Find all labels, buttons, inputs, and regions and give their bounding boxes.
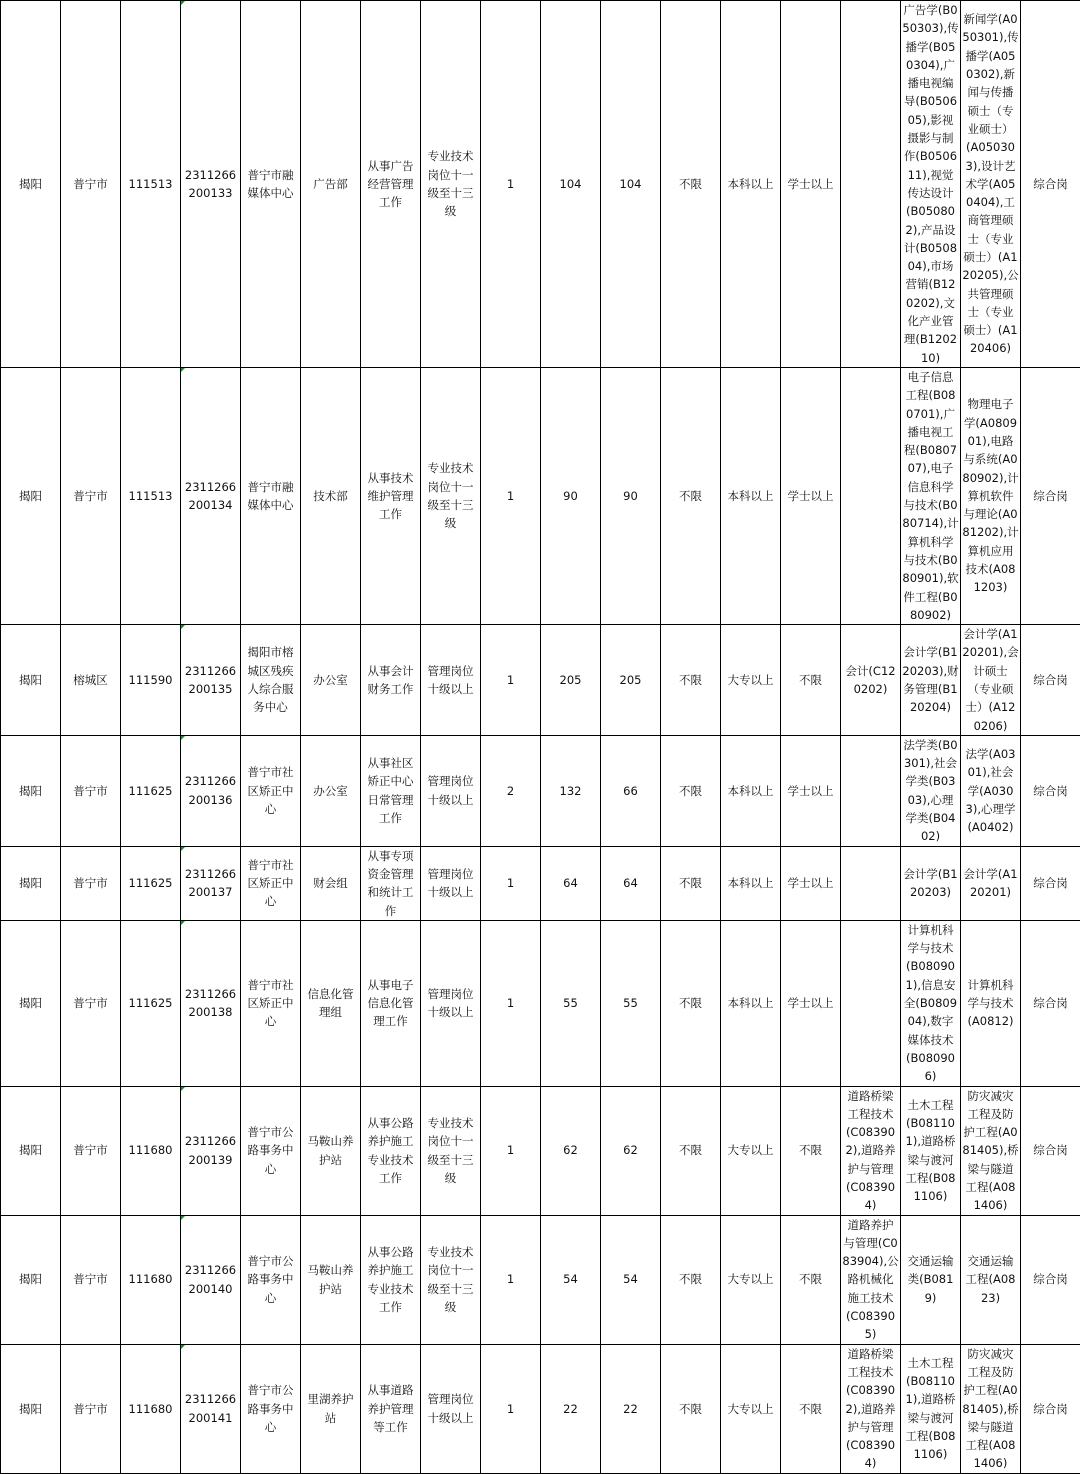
bachelor-major-cell: 会计学(B120203),财务管理(B120204) <box>901 625 961 736</box>
city-cell: 揭阳 <box>1 1344 61 1473</box>
bachelor-major-cell: 电子信息工程(B080701),广播电视工程(B080707),电子信息科学与技术(B080714),计算机科学与技术(B080901),软件工程(B080902) <box>901 367 961 624</box>
post-level-cell: 专业技术岗位十一级至十三级 <box>421 1215 481 1344</box>
city-cell: 揭阳 <box>1 846 61 920</box>
degree-cell: 学士以上 <box>781 920 841 1086</box>
junior-major-cell: 会计(C120202) <box>841 625 901 736</box>
position-code-cell: 2311266200141 <box>181 1344 241 1473</box>
city-cell: 揭阳 <box>1 367 61 624</box>
city-cell: 揭阳 <box>1 1 61 368</box>
category-cell: 综合岗 <box>1021 1 1080 368</box>
unit-code-cell: 111680 <box>121 1086 181 1215</box>
unit-code-cell: 111590 <box>121 625 181 736</box>
post-level-cell: 管理岗位十级以上 <box>421 1344 481 1473</box>
unit-name-cell: 普宁市公路事务中心 <box>241 1215 301 1344</box>
applicant-count-cell: 104 <box>541 1 601 368</box>
county-cell: 普宁市 <box>61 735 121 846</box>
bachelor-major-cell: 土木工程(B081101),道路桥梁与渡河工程(B081106) <box>901 1344 961 1473</box>
table-row <box>1 1344 1080 1473</box>
city-cell: 揭阳 <box>1 920 61 1086</box>
unit-code-cell: 111625 <box>121 735 181 846</box>
ratio-cell: 54 <box>601 1215 661 1344</box>
unit-name-cell: 普宁市社区矫正中心 <box>241 735 301 846</box>
restriction-cell: 不限 <box>661 1344 721 1473</box>
graduate-major-cell: 法学(A0301),社会学(A0303),心理学(A0402) <box>961 735 1021 846</box>
position-code-cell: 2311266200136 <box>181 735 241 846</box>
position-code-cell: 2311266200137 <box>181 846 241 920</box>
restriction-cell: 不限 <box>661 1086 721 1215</box>
county-cell: 普宁市 <box>61 846 121 920</box>
bachelor-major-cell: 交通运输类(B0819) <box>901 1215 961 1344</box>
junior-major-cell <box>841 367 901 624</box>
degree-cell: 学士以上 <box>781 1 841 368</box>
restriction-cell: 不限 <box>661 735 721 846</box>
department-cell: 广告部 <box>301 1 361 368</box>
recruit-count-cell: 1 <box>481 1 541 368</box>
county-cell: 普宁市 <box>61 367 121 624</box>
applicant-count-cell: 205 <box>541 625 601 736</box>
unit-name-cell: 普宁市社区矫正中心 <box>241 846 301 920</box>
applicant-count-cell: 132 <box>541 735 601 846</box>
bachelor-major-cell: 法学类(B0301),社会学类(B0303),心理学类(B0402) <box>901 735 961 846</box>
department-cell: 马鞍山养护站 <box>301 1215 361 1344</box>
education-cell: 本科以上 <box>721 846 781 920</box>
post-level-cell: 专业技术岗位十一级至十三级 <box>421 1 481 368</box>
department-cell: 里湖养护站 <box>301 1344 361 1473</box>
recruit-count-cell: 1 <box>481 1086 541 1215</box>
county-cell: 普宁市 <box>61 1215 121 1344</box>
unit-name-cell: 普宁市融媒体中心 <box>241 1 301 368</box>
restriction-cell: 不限 <box>661 367 721 624</box>
recruit-count-cell: 1 <box>481 920 541 1086</box>
graduate-major-cell: 会计学(A120201),会计硕士（专业硕士）(A120206) <box>961 625 1021 736</box>
unit-name-cell: 普宁市公路事务中心 <box>241 1086 301 1215</box>
recruit-count-cell: 1 <box>481 1344 541 1473</box>
degree-cell: 不限 <box>781 625 841 736</box>
junior-major-cell: 道路桥梁工程技术(C083902),道路养护与管理(C083904) <box>841 1344 901 1473</box>
ratio-cell: 205 <box>601 625 661 736</box>
duty-cell: 从事技术维护管理工作 <box>361 367 421 624</box>
category-cell: 综合岗 <box>1021 846 1080 920</box>
ratio-cell: 64 <box>601 846 661 920</box>
city-cell: 揭阳 <box>1 1215 61 1344</box>
unit-name-cell: 普宁市融媒体中心 <box>241 367 301 624</box>
duty-cell: 从事专项资金管理和统计工作 <box>361 846 421 920</box>
education-cell: 大专以上 <box>721 1086 781 1215</box>
education-cell: 本科以上 <box>721 1 781 368</box>
post-level-cell: 专业技术岗位十一级至十三级 <box>421 367 481 624</box>
unit-code-cell: 111625 <box>121 920 181 1086</box>
table-row <box>1 367 1080 624</box>
table-row <box>1 920 1080 1086</box>
graduate-major-cell: 防灾减灾工程及防护工程(A081405),桥梁与隧道工程(A081406) <box>961 1344 1021 1473</box>
city-cell: 揭阳 <box>1 735 61 846</box>
unit-code-cell: 111513 <box>121 367 181 624</box>
duty-cell: 从事广告经营管理工作 <box>361 1 421 368</box>
ratio-cell: 104 <box>601 1 661 368</box>
recruit-count-cell: 2 <box>481 735 541 846</box>
education-cell: 大专以上 <box>721 1344 781 1473</box>
position-code-cell: 2311266200133 <box>181 1 241 368</box>
unit-code-cell: 111680 <box>121 1344 181 1473</box>
position-code-cell: 2311266200138 <box>181 920 241 1086</box>
department-cell: 办公室 <box>301 735 361 846</box>
graduate-major-cell: 防灾减灾工程及防护工程(A081405),桥梁与隧道工程(A081406) <box>961 1086 1021 1215</box>
junior-major-cell: 道路养护与管理(C083904),公路机械化施工技术(C083905) <box>841 1215 901 1344</box>
applicant-count-cell: 90 <box>541 367 601 624</box>
restriction-cell: 不限 <box>661 1215 721 1344</box>
county-cell: 普宁市 <box>61 1344 121 1473</box>
degree-cell: 不限 <box>781 1086 841 1215</box>
education-cell: 本科以上 <box>721 920 781 1086</box>
junior-major-cell <box>841 1 901 368</box>
junior-major-cell <box>841 735 901 846</box>
post-level-cell: 管理岗位十级以上 <box>421 735 481 846</box>
position-code-cell: 2311266200140 <box>181 1215 241 1344</box>
city-cell: 揭阳 <box>1 625 61 736</box>
restriction-cell: 不限 <box>661 846 721 920</box>
table-row <box>1 735 1080 846</box>
duty-cell: 从事社区矫正中心日常管理工作 <box>361 735 421 846</box>
graduate-major-cell: 物理电子学(A080901),电路与系统(A080902),计算机软件与理论(A081202),计算机应用技术(A081203) <box>961 367 1021 624</box>
recruit-count-cell: 1 <box>481 846 541 920</box>
ratio-cell: 62 <box>601 1086 661 1215</box>
degree-cell: 不限 <box>781 1215 841 1344</box>
category-cell: 综合岗 <box>1021 735 1080 846</box>
unit-code-cell: 111680 <box>121 1215 181 1344</box>
education-cell: 大专以上 <box>721 1215 781 1344</box>
table-row <box>1 1 1080 368</box>
county-cell: 榕城区 <box>61 625 121 736</box>
degree-cell: 不限 <box>781 1344 841 1473</box>
unit-code-cell: 111513 <box>121 1 181 368</box>
ratio-cell: 55 <box>601 920 661 1086</box>
recruit-count-cell: 1 <box>481 367 541 624</box>
education-cell: 大专以上 <box>721 625 781 736</box>
department-cell: 办公室 <box>301 625 361 736</box>
post-level-cell: 管理岗位十级以上 <box>421 625 481 736</box>
position-code-cell: 2311266200135 <box>181 625 241 736</box>
post-level-cell: 管理岗位十级以上 <box>421 920 481 1086</box>
duty-cell: 从事会计财务工作 <box>361 625 421 736</box>
category-cell: 综合岗 <box>1021 920 1080 1086</box>
recruit-count-cell: 1 <box>481 1215 541 1344</box>
applicant-count-cell: 54 <box>541 1215 601 1344</box>
graduate-major-cell: 会计学(A120201) <box>961 846 1021 920</box>
restriction-cell: 不限 <box>661 920 721 1086</box>
county-cell: 普宁市 <box>61 1086 121 1215</box>
department-cell: 技术部 <box>301 367 361 624</box>
duty-cell: 从事电子信息化管理工作 <box>361 920 421 1086</box>
restriction-cell: 不限 <box>661 625 721 736</box>
table-row <box>1 1215 1080 1344</box>
city-cell: 揭阳 <box>1 1086 61 1215</box>
junior-major-cell <box>841 846 901 920</box>
post-level-cell: 专业技术岗位十一级至十三级 <box>421 1086 481 1215</box>
duty-cell: 从事公路养护施工专业技术工作 <box>361 1215 421 1344</box>
degree-cell: 学士以上 <box>781 735 841 846</box>
department-cell: 财会组 <box>301 846 361 920</box>
junior-major-cell <box>841 920 901 1086</box>
unit-name-cell: 普宁市公路事务中心 <box>241 1344 301 1473</box>
category-cell: 综合岗 <box>1021 367 1080 624</box>
post-level-cell: 管理岗位十级以上 <box>421 846 481 920</box>
restriction-cell: 不限 <box>661 1 721 368</box>
duty-cell: 从事公路养护施工专业技术工作 <box>361 1086 421 1215</box>
department-cell: 信息化管理组 <box>301 920 361 1086</box>
unit-code-cell: 111625 <box>121 846 181 920</box>
unit-name-cell: 揭阳市榕城区残疾人综合服务中心 <box>241 625 301 736</box>
category-cell: 综合岗 <box>1021 625 1080 736</box>
bachelor-major-cell: 土木工程(B081101),道路桥梁与渡河工程(B081106) <box>901 1086 961 1215</box>
ratio-cell: 90 <box>601 367 661 624</box>
bachelor-major-cell: 广告学(B050303),传播学(B050304),广播电视编导(B050605),影视摄影与制作(B050611),视觉传达设计(B050802),产品设计(B050804),市场营销(B120202),文化产业管理(B120210) <box>901 1 961 368</box>
applicant-count-cell: 62 <box>541 1086 601 1215</box>
position-code-cell: 2311266200134 <box>181 367 241 624</box>
category-cell: 综合岗 <box>1021 1086 1080 1215</box>
table-row <box>1 846 1080 920</box>
applicant-count-cell: 64 <box>541 846 601 920</box>
unit-name-cell: 普宁市社区矫正中心 <box>241 920 301 1086</box>
ratio-cell: 22 <box>601 1344 661 1473</box>
graduate-major-cell: 计算机科学与技术(A0812) <box>961 920 1021 1086</box>
graduate-major-cell: 交通运输工程(A0823) <box>961 1215 1021 1344</box>
bachelor-major-cell: 会计学(B120203) <box>901 846 961 920</box>
county-cell: 普宁市 <box>61 1 121 368</box>
applicant-count-cell: 22 <box>541 1344 601 1473</box>
department-cell: 马鞍山养护站 <box>301 1086 361 1215</box>
position-code-cell: 2311266200139 <box>181 1086 241 1215</box>
table-row <box>1 625 1080 736</box>
bachelor-major-cell: 计算机科学与技术(B080901),信息安全(B080904),数字媒体技术(B080906) <box>901 920 961 1086</box>
table-row <box>1 1086 1080 1215</box>
applicant-count-cell: 55 <box>541 920 601 1086</box>
recruit-count-cell: 1 <box>481 625 541 736</box>
graduate-major-cell: 新闻学(A050301),传播学(A050302),新闻与传播硕士（专业硕士）(A050303),设计艺术学(A050404),工商管理硕士（专业硕士）(A120205),公共管理硕士（专业硕士）(A120406) <box>961 1 1021 368</box>
education-cell: 本科以上 <box>721 735 781 846</box>
degree-cell: 学士以上 <box>781 367 841 624</box>
duty-cell: 从事道路养护管理等工作 <box>361 1344 421 1473</box>
category-cell: 综合岗 <box>1021 1344 1080 1473</box>
category-cell: 综合岗 <box>1021 1215 1080 1344</box>
county-cell: 普宁市 <box>61 920 121 1086</box>
ratio-cell: 66 <box>601 735 661 846</box>
junior-major-cell: 道路桥梁工程技术(C083902),道路养护与管理(C083904) <box>841 1086 901 1215</box>
degree-cell: 学士以上 <box>781 846 841 920</box>
education-cell: 本科以上 <box>721 367 781 624</box>
